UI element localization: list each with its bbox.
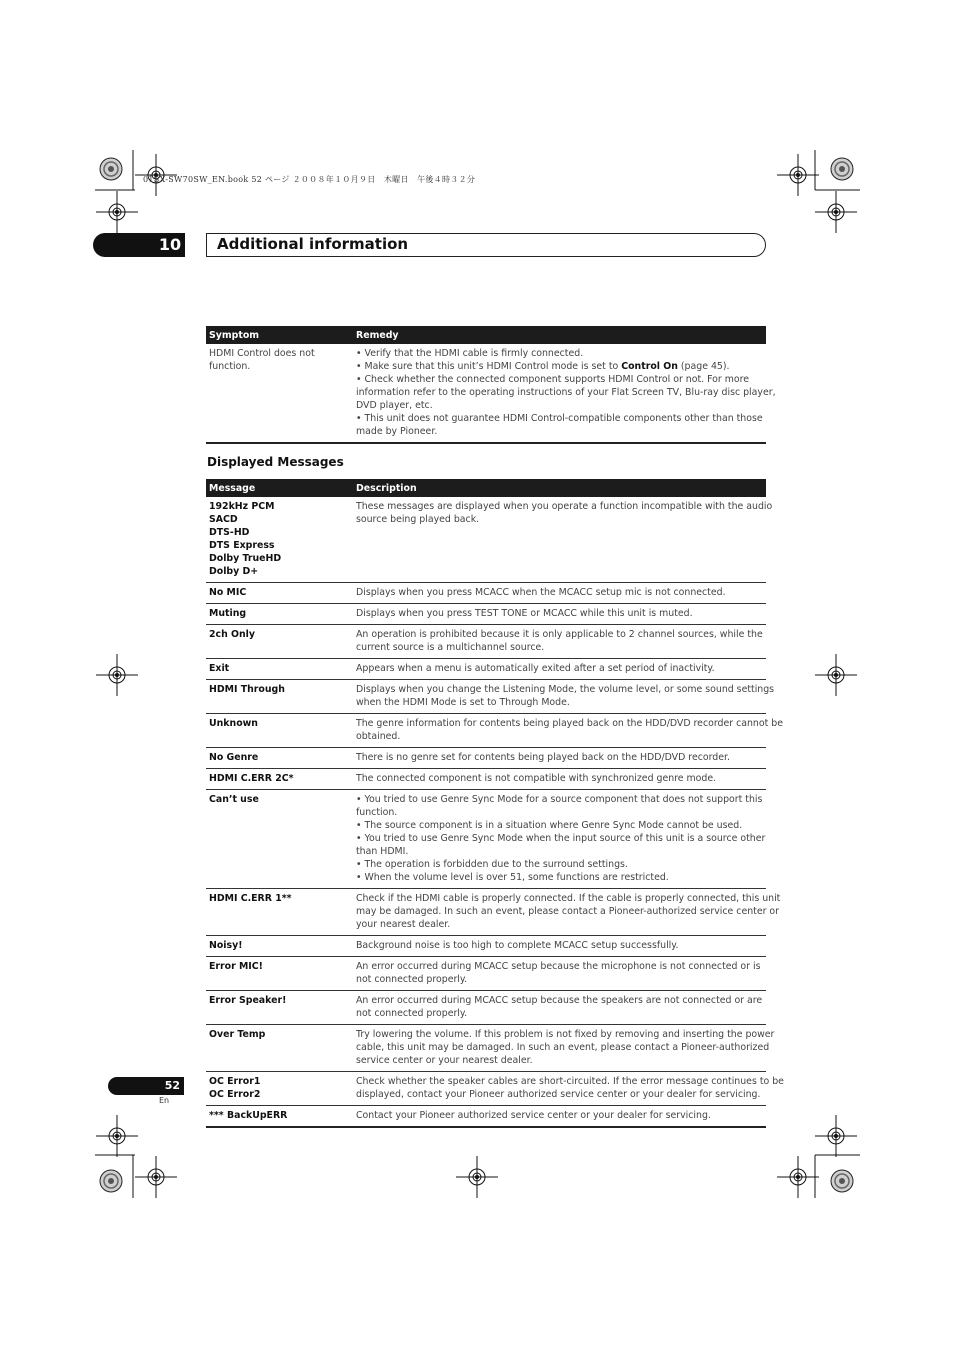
description-cell: [353, 625, 766, 659]
table-row: [206, 748, 766, 769]
description-cell: [353, 714, 783, 748]
description-cell: [353, 1072, 784, 1106]
message-line: Can’t use: [209, 794, 259, 805]
remedy-cell: [353, 344, 776, 443]
message-line: Unknown: [209, 718, 258, 729]
column-header-symptom: Symptom: [206, 326, 353, 344]
description-line: The connected component is not compatible with synchronized genre mode.: [356, 773, 717, 784]
description-line: not connected properly.: [356, 1008, 468, 1019]
chapter-title: Additional information: [217, 235, 409, 253]
table-row: [206, 769, 766, 790]
message-line: Muting: [209, 608, 247, 619]
message-cell: [206, 680, 353, 714]
message-cell: [206, 497, 353, 583]
message-cell: [206, 790, 353, 889]
description-line: may be damaged. In such an event, please contact a Pioneer-authorized service center or: [356, 906, 780, 917]
description-cell: [353, 748, 766, 769]
remedy-line: [356, 360, 763, 373]
column-header-message: Message: [206, 479, 353, 497]
message-cell: [206, 1106, 353, 1128]
description-line: cable, this unit may be damaged. In such an event, please contact a Pioneer-authorized: [356, 1042, 770, 1053]
remedy-line: • Check whether the connected component supports HDMI Control or not. For more: [356, 374, 750, 385]
description-cell: [353, 957, 766, 991]
table-row: [206, 790, 766, 889]
description-line: The genre information for contents being played back on the HDD/DVD recorder cannot be: [356, 718, 783, 729]
message-line: *** BackUpERR: [209, 1110, 288, 1121]
message-line: Error Speaker!: [209, 995, 287, 1006]
message-line: Error MIC!: [209, 961, 263, 972]
table-row: [206, 957, 766, 991]
table-row: [206, 659, 766, 680]
remedy-line: • This unit does not guarantee HDMI Control-compatible components other than those: [356, 413, 763, 424]
message-cell: [206, 936, 353, 957]
description-line: There is no genre set for contents being played back on the HDD/DVD recorder.: [356, 752, 730, 763]
message-cell: [206, 714, 353, 748]
message-line: OC Error1: [209, 1076, 261, 1087]
message-line: 192kHz PCM: [209, 501, 275, 512]
description-line: • The operation is forbidden due to the surround settings.: [356, 859, 628, 870]
description-cell: [353, 1025, 775, 1072]
description-line: displayed, contact your Pioneer authorized service center or your dealer for servicing.: [356, 1089, 761, 1100]
message-line: HDMI Through: [209, 684, 285, 695]
page-language: En: [159, 1096, 170, 1105]
description-line: • You tried to use Genre Sync Mode when the input source of this unit is a source other: [356, 833, 766, 844]
description-line: Displays when you press TEST TONE or MCACC while this unit is muted.: [356, 608, 693, 619]
table-row: [206, 497, 766, 583]
description-line: Appears when a menu is automatically exited after a set period of inactivity.: [356, 663, 715, 674]
description-line: current source is a multichannel source.: [356, 642, 545, 653]
message-line: Exit: [209, 663, 230, 674]
description-line: • When the volume level is over 51, some functions are restricted.: [356, 872, 669, 883]
message-line: No Genre: [209, 752, 259, 763]
description-cell: [353, 604, 766, 625]
table-row: [206, 889, 766, 936]
description-cell: [353, 659, 766, 680]
description-line: An operation is prohibited because it is only applicable to 2 channel sources, while the: [356, 629, 763, 640]
table-row: [206, 1025, 766, 1072]
symptom-cell: [206, 344, 353, 443]
table-header-row: [206, 479, 766, 497]
message-line: Dolby TrueHD: [209, 553, 282, 564]
symptom-line: function.: [209, 361, 251, 372]
description-line: Displays when you press MCACC when the MCACC setup mic is not connected.: [356, 587, 726, 598]
column-header-description: Description: [353, 479, 766, 497]
table-row: [206, 583, 766, 604]
description-cell: [353, 1106, 766, 1128]
table-row: [206, 991, 766, 1025]
description-line: • The source component is in a situation where Genre Sync Mode cannot be used.: [356, 820, 743, 831]
description-line: These messages are displayed when you operate a function incompatible with the audio: [356, 501, 773, 512]
remedy-text: • Make sure that this unit’s HDMI Control mode is set to: [356, 361, 622, 372]
description-cell: [353, 889, 781, 936]
description-line: Check if the HDMI cable is properly connected. If the cable is properly connected, this unit: [356, 893, 781, 904]
description-line: Try lowering the volume. If this problem is not fixed by removing and inserting the power: [356, 1029, 775, 1040]
message-line: OC Error2: [209, 1089, 261, 1100]
symptom-line: HDMI Control does not: [209, 348, 315, 359]
description-line: obtained.: [356, 731, 401, 742]
table-row: [206, 714, 766, 748]
messages-table-body: [206, 497, 784, 1127]
description-line: Contact your Pioneer authorized service center or your dealer for servicing.: [356, 1110, 711, 1121]
description-cell: [353, 790, 766, 889]
message-cell: [206, 991, 353, 1025]
message-cell: [206, 957, 353, 991]
description-line: • You tried to use Genre Sync Mode for a source component that does not support this: [356, 794, 763, 805]
description-line: your nearest dealer.: [356, 919, 451, 930]
message-line: Over Temp: [209, 1029, 266, 1040]
table-row: [206, 936, 766, 957]
column-header-remedy: Remedy: [353, 326, 766, 344]
message-line: DTS-HD: [209, 527, 250, 538]
troubleshooting-table: [206, 326, 776, 444]
description-line: An error occurred during MCACC setup because the microphone is not connected or is: [356, 961, 761, 972]
description-cell: [353, 936, 766, 957]
description-line: Background noise is too high to complete MCACC setup successfully.: [356, 940, 679, 951]
message-cell: [206, 889, 353, 936]
table-row: [206, 344, 766, 443]
table-row: [206, 604, 766, 625]
message-line: Noisy!: [209, 940, 243, 951]
message-line: 2ch Only: [209, 629, 255, 640]
description-line: function.: [356, 807, 398, 818]
message-line: HDMI C.ERR 2C*: [209, 773, 294, 784]
remedy-line: made by Pioneer.: [356, 426, 438, 437]
description-cell: [353, 583, 766, 604]
description-cell: [353, 991, 766, 1025]
remedy-line: • Verify that the HDMI cable is firmly connected.: [356, 348, 584, 359]
section-heading: Displayed Messages: [207, 455, 344, 469]
table-header-row: [206, 326, 766, 344]
chapter-number: 10: [158, 235, 182, 254]
description-line: not connected properly.: [356, 974, 468, 985]
table-row: [206, 625, 766, 659]
table-row: [206, 1106, 766, 1128]
table-row: [206, 680, 766, 714]
description-line: when the HDMI Mode is set to Through Mode.: [356, 697, 570, 708]
message-cell: [206, 604, 353, 625]
table-row: [206, 1072, 766, 1106]
remedy-line: DVD player, etc.: [356, 400, 433, 411]
description-cell: [353, 680, 775, 714]
description-line: Check whether the speaker cables are short-circuited. If the error message continues to be: [356, 1076, 784, 1087]
message-cell: [206, 625, 353, 659]
description-cell: [353, 497, 773, 583]
print-file-info: 01SX-SW70SW_EN.book 52 ページ ２００８年１０月９日 木曜日 午後４時３２分: [143, 175, 476, 184]
description-line: service center or your nearest dealer.: [356, 1055, 533, 1066]
remedy-line: information refer to the operating instructions of your Flat Screen TV, Blu-ray disc player,: [356, 387, 776, 398]
message-line: HDMI C.ERR 1**: [209, 893, 292, 904]
message-cell: [206, 1072, 353, 1106]
message-line: No MIC: [209, 587, 247, 598]
message-line: DTS Express: [209, 540, 275, 551]
description-line: source being played back.: [356, 514, 480, 525]
description-cell: [353, 769, 766, 790]
message-cell: [206, 583, 353, 604]
description-line: than HDMI.: [356, 846, 409, 857]
message-cell: [206, 748, 353, 769]
page-reference: (page 45).: [677, 361, 730, 372]
description-line: An error occurred during MCACC setup because the speakers are not connected or are: [356, 995, 763, 1006]
message-cell: [206, 659, 353, 680]
message-cell: [206, 769, 353, 790]
page-number: 52: [164, 1079, 180, 1092]
message-line: SACD: [209, 514, 238, 525]
displayed-messages-table: [206, 479, 784, 1128]
message-cell: [206, 1025, 353, 1072]
control-on-setting: Control On: [621, 361, 678, 372]
message-line: Dolby D+: [209, 566, 259, 577]
description-line: Displays when you change the Listening Mode, the volume level, or some sound settings: [356, 684, 775, 695]
